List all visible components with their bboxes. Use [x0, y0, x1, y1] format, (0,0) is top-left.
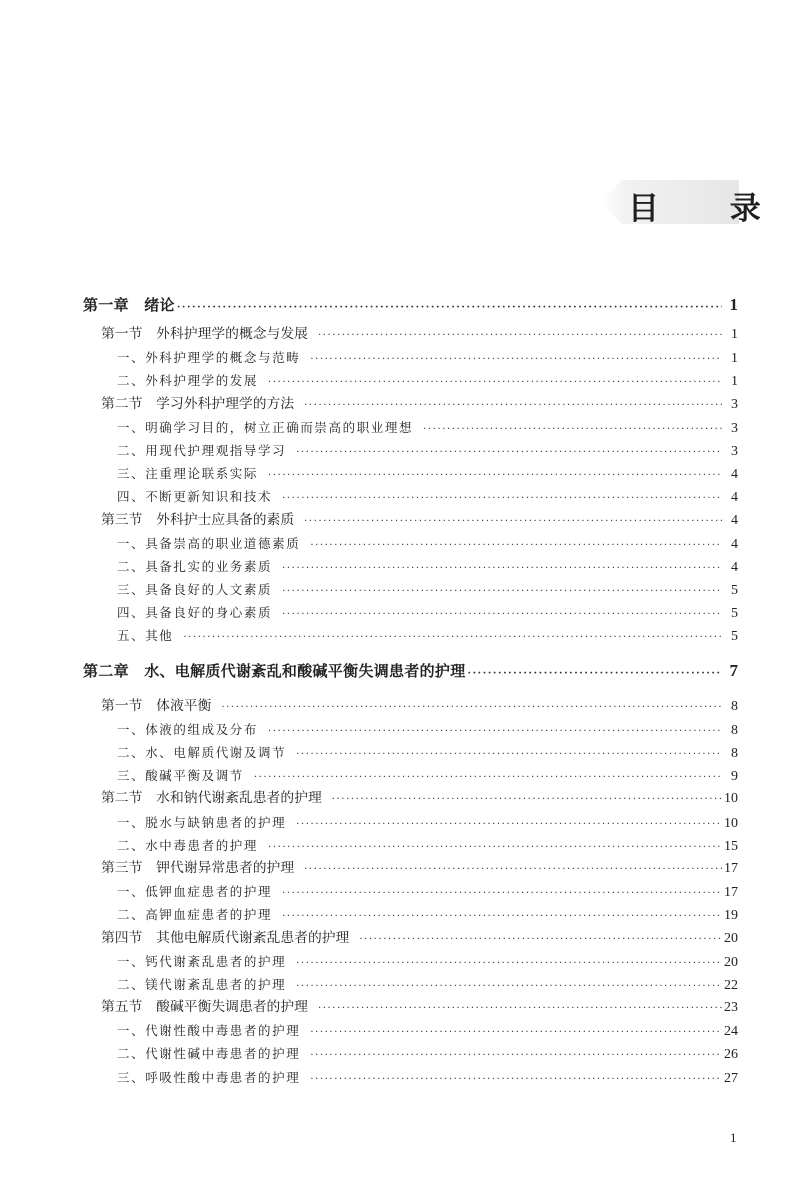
toc-item-entry[interactable]	[83, 485, 738, 508]
toc-section-entry[interactable]	[83, 857, 738, 880]
toc-entry-title: 第一节 外科护理学的概念与发展	[101, 326, 308, 342]
toc-item-entry[interactable]	[83, 741, 738, 764]
toc-entry-title: 五、其他	[117, 628, 174, 644]
toc-item-entry[interactable]	[83, 601, 738, 624]
dot-leader	[268, 464, 722, 487]
toc-page-number: 23	[724, 1000, 738, 1016]
dot-leader	[332, 788, 722, 811]
toc-entry-title: 三、酸碱平衡及调节	[117, 768, 244, 784]
toc-page-number: 22	[724, 977, 738, 993]
toc-page-number: 10	[724, 791, 738, 807]
table-of-contents	[83, 292, 738, 1089]
toc-item-entry[interactable]	[83, 811, 738, 834]
toc-page-number: 8	[731, 722, 738, 738]
toc-item-entry[interactable]	[83, 1019, 738, 1042]
dot-leader	[304, 510, 722, 533]
toc-entry-title: 二、水中毒患者的护理	[117, 837, 259, 853]
toc-page-number: 5	[731, 606, 738, 622]
toc-page-number: 8	[731, 698, 738, 714]
toc-section-entry[interactable]	[83, 695, 738, 718]
toc-page-number: 3	[731, 420, 738, 436]
toc-page-number: 19	[724, 908, 738, 924]
toc-entry-title: 第三节 钾代谢异常患者的护理	[101, 859, 295, 876]
toc-entry-title: 第一节 体液平衡	[101, 697, 212, 714]
dot-leader	[304, 394, 722, 417]
toc-page-number: 17	[724, 885, 738, 901]
dot-leader	[254, 766, 722, 789]
dot-leader	[296, 975, 722, 998]
toc-item-entry[interactable]	[83, 1066, 738, 1089]
toc-section-entry[interactable]	[83, 927, 738, 950]
toc-page-number: 1	[731, 327, 738, 342]
toc-page-number: 24	[724, 1024, 738, 1040]
toc-entry-title: 二、高钾血症患者的护理	[117, 907, 273, 923]
toc-item-entry[interactable]	[83, 764, 738, 787]
toc-page-number: 3	[731, 396, 738, 412]
dot-leader	[359, 928, 722, 951]
toc-page-number: 1	[731, 374, 738, 390]
toc-item-entry[interactable]	[83, 369, 738, 392]
toc-item-entry[interactable]	[83, 903, 738, 926]
toc-chapter-entry[interactable]	[83, 292, 738, 317]
toc-entry-title: 二、具备扎实的业务素质	[117, 558, 273, 574]
toc-entry-title: 第二节 水和钠代谢紊乱患者的护理	[101, 790, 322, 807]
toc-item-entry[interactable]	[83, 880, 738, 903]
toc-entry-title: 第三节 外科护士应具备的素质	[101, 511, 295, 528]
toc-entry-title: 一、明确学习目的，树立正确而崇高的职业理想	[117, 419, 414, 435]
dot-leader	[318, 997, 722, 1020]
page-title: 目 录	[628, 191, 791, 227]
dot-leader	[282, 882, 722, 905]
toc-page-number: 9	[731, 769, 738, 785]
toc-page-number: 5	[731, 629, 738, 645]
toc-page-number: 17	[724, 860, 738, 876]
toc-page-number: 8	[731, 746, 738, 761]
toc-page-number: 20	[724, 930, 738, 946]
toc-page-number: 4	[731, 559, 738, 575]
dot-leader	[268, 720, 722, 743]
toc-page-number: 4	[731, 536, 738, 552]
toc-entry-title: 第一章 绪论	[83, 296, 175, 314]
toc-section-entry[interactable]	[83, 509, 738, 532]
dot-leader	[296, 813, 722, 836]
toc-item-entry[interactable]	[83, 834, 738, 857]
toc-section-entry[interactable]	[83, 393, 738, 416]
toc-entry-title: 二、水、电解质代谢及调节	[117, 745, 287, 760]
toc-item-entry[interactable]	[83, 624, 738, 647]
toc-page-number: 15	[724, 838, 738, 854]
toc-entry-title: 一、代谢性酸中毒患者的护理	[117, 1023, 301, 1039]
page-number: 1	[730, 1130, 737, 1145]
toc-item-entry[interactable]	[83, 950, 738, 973]
dot-leader	[177, 295, 722, 320]
dot-leader	[296, 441, 722, 464]
dot-leader	[221, 696, 722, 719]
dot-leader	[282, 487, 722, 510]
toc-item-entry[interactable]	[83, 1042, 738, 1065]
dot-leader	[268, 371, 722, 394]
toc-entry-title: 第五节 酸碱平衡失调患者的护理	[101, 999, 308, 1016]
toc-entry-title: 一、具备崇高的职业道德素质	[117, 535, 301, 551]
dot-leader	[310, 1068, 722, 1091]
toc-item-entry[interactable]	[83, 532, 738, 555]
dot-leader	[423, 418, 722, 441]
toc-entry-title: 四、不断更新知识和技术	[117, 489, 273, 505]
toc-page-number: 7	[729, 660, 738, 680]
toc-page-number: 3	[731, 443, 738, 459]
toc-section-entry[interactable]	[83, 323, 738, 346]
toc-item-entry[interactable]	[83, 973, 738, 996]
toc-page-number: 26	[724, 1047, 738, 1063]
toc-entry-title: 一、脱水与缺钠患者的护理	[117, 814, 287, 830]
toc-page-number: 10	[724, 815, 738, 831]
dot-leader	[310, 534, 722, 557]
dot-leader	[468, 661, 722, 686]
dot-leader	[304, 858, 722, 881]
toc-item-entry[interactable]	[83, 439, 738, 462]
dot-leader	[282, 557, 722, 580]
toc-page-number: 4	[731, 467, 738, 483]
dot-leader	[268, 836, 722, 859]
dot-leader	[310, 348, 722, 371]
dot-leader	[282, 603, 722, 626]
toc-entry-title: 一、体液的组成及分布	[117, 721, 259, 737]
toc-page-number: 4	[731, 512, 738, 528]
toc-entry-title: 第二节 学习外科护理学的方法	[101, 395, 295, 412]
toc-item-entry[interactable]	[83, 555, 738, 578]
toc-entry-title: 三、具备良好的人文素质	[117, 582, 273, 598]
dot-leader	[282, 905, 722, 928]
toc-item-entry[interactable]	[83, 578, 738, 601]
toc-entry-title: 第四节 其他电解质代谢紊乱患者的护理	[101, 929, 350, 946]
toc-entry-title: 一、低钾血症患者的护理	[117, 884, 273, 900]
toc-entry-title: 二、外科护理学的发展	[117, 373, 259, 389]
toc-page-number: 27	[724, 1070, 738, 1086]
toc-item-entry[interactable]	[83, 416, 738, 439]
toc-entry-title: 四、具备良好的身心素质	[117, 605, 273, 621]
dot-leader	[296, 952, 722, 975]
toc-item-entry[interactable]	[83, 718, 738, 741]
toc-chapter-entry[interactable]	[83, 658, 738, 683]
dot-leader	[310, 1021, 722, 1044]
toc-entry-title: 一、钙代谢紊乱患者的护理	[117, 953, 287, 969]
toc-entry-title: 三、注重理论联系实际	[117, 466, 259, 482]
dot-leader	[282, 580, 722, 603]
toc-page-number: 20	[724, 954, 738, 970]
toc-page-number: 4	[731, 490, 738, 506]
dot-leader	[318, 324, 722, 347]
toc-page-number: 5	[731, 583, 738, 599]
toc-page-number: 1	[731, 351, 738, 367]
toc-entry-title: 第二章 水、电解质代谢紊乱和酸碱平衡失调患者的护理	[83, 661, 466, 680]
toc-entry-title: 一、外科护理学的概念与范畴	[117, 350, 301, 366]
toc-page-number: 1	[729, 295, 738, 314]
dot-leader	[310, 1044, 722, 1067]
dot-leader	[296, 743, 722, 766]
toc-section-entry[interactable]	[83, 996, 738, 1019]
toc-item-entry[interactable]	[83, 346, 738, 369]
toc-entry-title: 二、代谢性碱中毒患者的护理	[117, 1046, 301, 1062]
toc-entry-title: 三、呼吸性酸中毒患者的护理	[117, 1069, 301, 1085]
toc-entry-title: 二、镁代谢紊乱患者的护理	[117, 976, 287, 992]
toc-entry-title: 二、用现代护理观指导学习	[117, 442, 287, 458]
dot-leader	[183, 626, 722, 649]
toc-item-entry[interactable]	[83, 462, 738, 485]
toc-section-entry[interactable]	[83, 787, 738, 810]
